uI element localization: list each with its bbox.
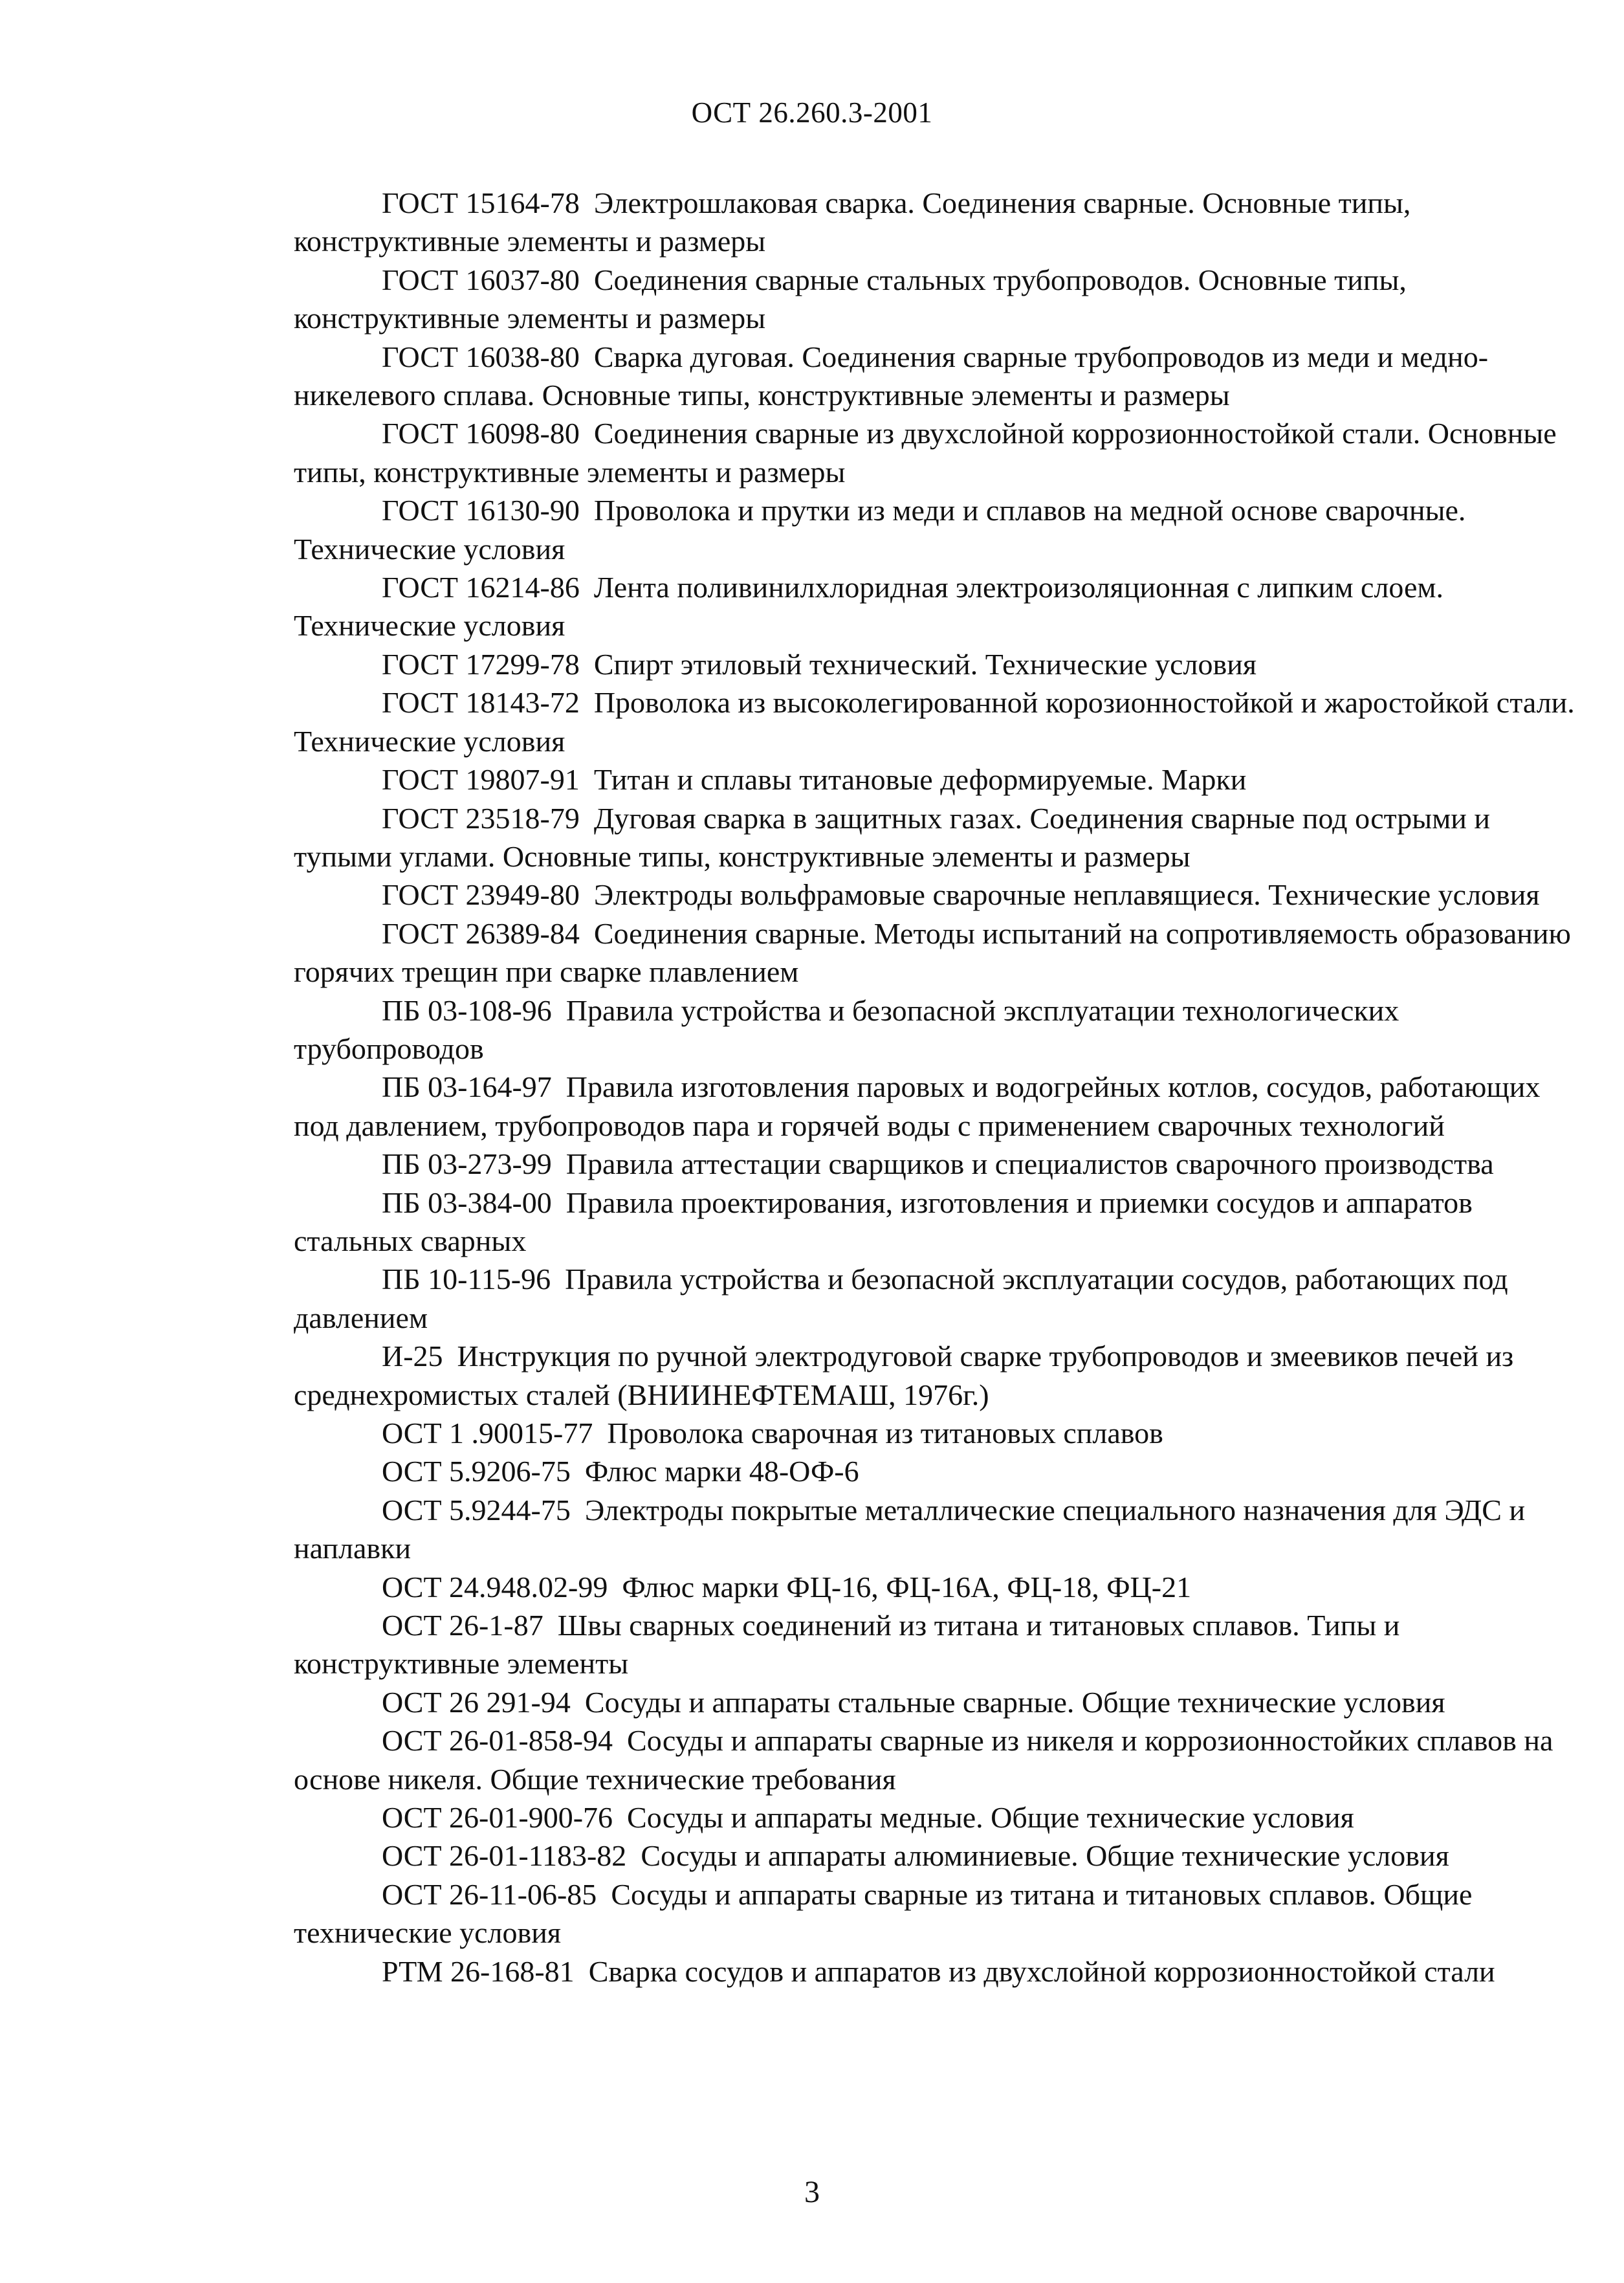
reference-title: Проволока из высоколегированной корозионностойкой и жаростойкой стали. Технические условия — [294, 686, 1575, 758]
reference-item — [294, 184, 1575, 261]
reference-title: Спирт этиловый технический. Технические условия — [593, 647, 1257, 681]
reference-item — [294, 1260, 1575, 1337]
reference-code: ОСТ 1 .90015-77 — [382, 1417, 593, 1450]
reference-item — [294, 1836, 1575, 1875]
reference-item — [294, 991, 1575, 1068]
reference-title: Соединения сварные стальных трубопроводов. Основные типы, конструктивные элементы и размеры — [294, 263, 1407, 335]
reference-title: Флюс марки ФЦ-16, ФЦ-16А, ФЦ-18, ФЦ-21 — [622, 1570, 1192, 1604]
reference-code: ГОСТ 18143-72 — [382, 686, 580, 720]
reference-code: ГОСТ 19807-91 — [382, 763, 580, 797]
reference-item — [294, 1952, 1575, 1991]
reference-code: ПБ 03-108-96 — [382, 993, 552, 1027]
reference-code: ОСТ 26-1-87 — [382, 1609, 543, 1642]
reference-title: Правила проектирования, изготовления и приемки сосудов и аппаратов стальных сварных — [294, 1186, 1473, 1257]
reference-item — [294, 491, 1575, 568]
reference-title: Дуговая сварка в защитных газах. Соединения сварные под острыми и тупыми углами. Основные типы, конструктивные элементы и размеры — [294, 801, 1491, 873]
page-number: 3 — [804, 2175, 820, 2209]
reference-item — [294, 1721, 1575, 1798]
reference-item — [294, 1798, 1575, 1836]
reference-code: ПБ 03-164-97 — [382, 1070, 552, 1104]
reference-item — [294, 1145, 1575, 1183]
reference-item — [294, 1414, 1575, 1452]
reference-item — [294, 760, 1575, 799]
document-header: ОСТ 26.260.3-2001 — [691, 96, 933, 129]
reference-item — [294, 1068, 1575, 1145]
reference-title: Флюс марки 48-ОФ-6 — [584, 1455, 859, 1488]
reference-title: Сварка дуговая. Соединения сварные трубопроводов из меди и медно-никелевого сплава. Основные типы, конструктивные элементы и размеры — [294, 340, 1489, 412]
reference-title: Правила аттестации сварщиков и специалистов сварочного производства — [565, 1147, 1494, 1181]
reference-item — [294, 338, 1575, 415]
reference-title: Швы сварных соединений из титана и титановых сплавов. Типы и конструктивные элементы — [294, 1609, 1400, 1681]
reference-code: ОСТ 24.948.02-99 — [382, 1570, 608, 1604]
reference-code: ГОСТ 16037-80 — [382, 263, 580, 296]
reference-title: Сосуды и аппараты медные. Общие технические условия — [627, 1801, 1354, 1835]
reference-item — [294, 683, 1575, 760]
reference-code: ОСТ 5.9206-75 — [382, 1455, 571, 1488]
reference-item — [294, 1452, 1575, 1490]
reference-title: Соединения сварные. Методы испытаний на сопротивляемость образованию горячих трещин при сварке плавлением — [294, 916, 1571, 989]
reference-item — [294, 876, 1575, 914]
reference-title: Сосуды и аппараты сварные из никеля и коррозионностойких сплавов на основе никеля. Общие технические требования — [294, 1724, 1553, 1796]
reference-item — [294, 1606, 1575, 1683]
reference-code: ПБ 03-273-99 — [382, 1147, 552, 1181]
reference-code: ОСТ 26 291-94 — [382, 1685, 571, 1719]
reference-title: Правила изготовления паровых и водогрейных котлов, сосудов, работающих под давлением, трубопроводов пара и горячей воды с применением сварочных технологий — [294, 1070, 1541, 1142]
reference-title: Электроды покрытые металлические специального назначения для ЭДС и наплавки — [294, 1493, 1526, 1565]
reference-item — [294, 1337, 1575, 1414]
reference-list — [294, 184, 1575, 1991]
reference-title: Проволока и прутки из меди и сплавов на медной основе сварочные. Технические условия — [294, 494, 1466, 566]
reference-item — [294, 1491, 1575, 1568]
reference-item — [294, 914, 1575, 991]
reference-title: Правила устройства и безопасной эксплуатации сосудов, работающих под давлением — [294, 1263, 1508, 1334]
reference-item — [294, 261, 1575, 338]
reference-item — [294, 799, 1575, 876]
reference-code: ГОСТ 16130-90 — [382, 494, 580, 527]
reference-item — [294, 1568, 1575, 1606]
reference-code: ОСТ 5.9244-75 — [382, 1493, 571, 1527]
reference-item — [294, 568, 1575, 645]
reference-code: И-25 — [382, 1340, 443, 1373]
reference-title: Электроды вольфрамовые сварочные неплавящиеся. Технические условия — [593, 878, 1540, 912]
reference-title: Сосуды и аппараты сварные из титана и титановых сплавов. Общие технические условия — [294, 1877, 1473, 1950]
reference-code: ОСТ 26-01-900-76 — [382, 1801, 613, 1835]
reference-title: Проволока сварочная из титановых сплавов — [607, 1417, 1163, 1450]
reference-code: ПБ 10-115-96 — [382, 1263, 551, 1296]
reference-code: ОСТ 26-01-1183-82 — [382, 1839, 627, 1873]
reference-code: РТМ 26-168-81 — [382, 1954, 575, 1988]
reference-title: Правила устройства и безопасной эксплуатации технологических трубопроводов — [294, 993, 1399, 1065]
reference-title: Электрошлаковая сварка. Соединения сварные. Основные типы, конструктивные элементы и размеры — [294, 186, 1411, 258]
reference-code: ГОСТ 23949-80 — [382, 878, 580, 912]
reference-code: ГОСТ 17299-78 — [382, 647, 580, 681]
reference-title: Титан и сплавы титановые деформируемые. Марки — [593, 763, 1247, 797]
reference-code: ГОСТ 16214-86 — [382, 571, 580, 604]
reference-item — [294, 645, 1575, 683]
reference-code: ОСТ 26-11-06-85 — [382, 1877, 597, 1911]
reference-title: Сварка сосудов и аппаратов из двухслойной коррозионностойкой стали — [588, 1954, 1495, 1988]
reference-title: Лента поливинилхлоридная электроизоляционная с липким слоем. Технические условия — [294, 571, 1444, 643]
reference-code: ОСТ 26-01-858-94 — [382, 1724, 613, 1758]
reference-code: ГОСТ 16098-80 — [382, 417, 580, 450]
reference-item — [294, 414, 1575, 491]
reference-code: ГОСТ 16038-80 — [382, 340, 580, 373]
reference-title: Соединения сварные из двухслойной коррозионностойкой стали. Основные типы, конструктивные элементы и размеры — [294, 417, 1557, 489]
reference-title: Сосуды и аппараты алюминиевые. Общие технические условия — [641, 1839, 1449, 1873]
reference-code: ПБ 03-384-00 — [382, 1186, 552, 1219]
reference-title: Сосуды и аппараты стальные сварные. Общие технические условия — [584, 1685, 1445, 1719]
reference-item — [294, 1184, 1575, 1261]
reference-item — [294, 1683, 1575, 1721]
reference-code: ГОСТ 23518-79 — [382, 801, 580, 835]
reference-code: ГОСТ 15164-78 — [382, 186, 580, 219]
reference-item — [294, 1875, 1575, 1952]
reference-title: Инструкция по ручной электродуговой сварке трубопроводов и змеевиков печей из среднехромистых сталей (ВНИИНЕФТЕМАШ, 1976г.) — [294, 1340, 1514, 1411]
reference-code: ГОСТ 26389-84 — [382, 916, 580, 950]
